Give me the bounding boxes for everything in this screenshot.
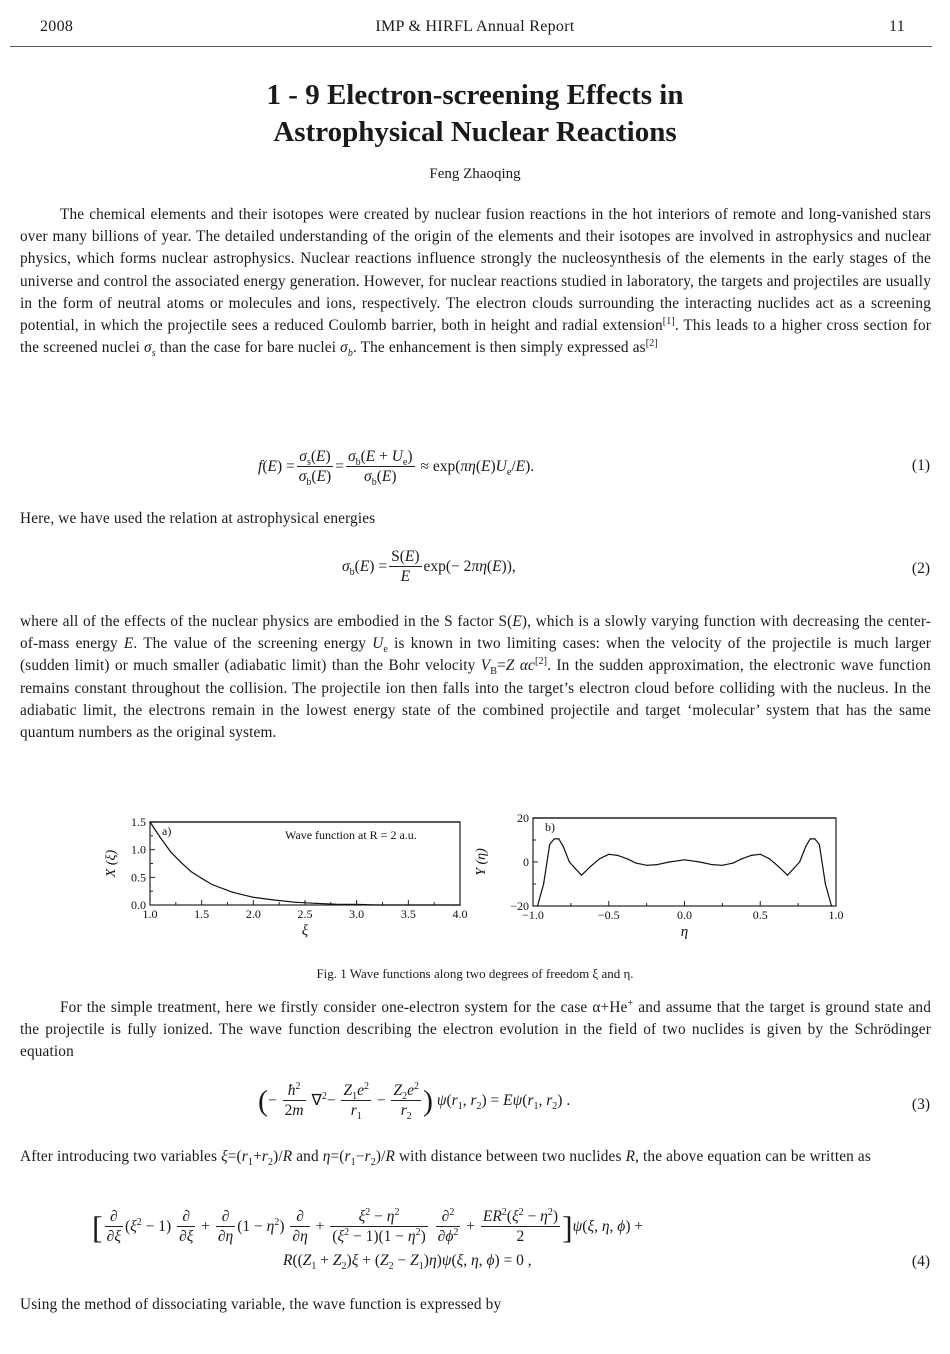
panel-label: a) <box>162 824 172 838</box>
data-point <box>751 855 752 856</box>
header-journal: IMP & HIRFL Annual Report <box>375 18 575 35</box>
data-point <box>831 905 832 906</box>
data-point <box>191 871 192 872</box>
paragraph-variables: After introducing two variables $\xi=(r_1+r_2)/R$ and $\eta=(r_1-r_2)/R$ with distance between two nuclides R, the above equation can be written as <box>20 1148 871 1169</box>
x-tick-label: −1.0 <box>522 908 544 922</box>
data-point <box>558 838 559 839</box>
y-tick-label: 0.0 <box>131 898 146 912</box>
citation-2: [2] <box>645 338 658 350</box>
x-tick-label: 2.5 <box>297 907 313 921</box>
x-axis-label: η <box>680 924 689 940</box>
equation-2-number: (2) <box>911 560 930 577</box>
x-tick-label: 1.0 <box>142 907 158 921</box>
y-tick-label: 1.0 <box>131 842 146 857</box>
paragraph-intro <box>20 204 931 359</box>
data-point <box>669 861 670 862</box>
data-point <box>722 865 723 866</box>
data-point <box>635 863 636 864</box>
equation-3: (− $\frac{ħ^2}{2m}$ ∇$^2$− $\frac{Z_1e^2}{r_1}$ − $\frac{Z_2e^2}{r_2}$ ) $\psi(r_1$, $r_2) = E\psi(r_1$, $r_2$) . <box>258 1080 571 1123</box>
data-point <box>149 821 150 822</box>
citation-2b: [2] <box>534 656 548 668</box>
data-point <box>180 862 181 863</box>
data-point <box>211 884 212 885</box>
data-point <box>356 904 357 905</box>
paragraph-variables-text: After introducing two variables <box>20 1148 222 1165</box>
data-point <box>335 904 336 905</box>
data-point <box>805 846 806 847</box>
data-point <box>569 861 570 862</box>
paragraph-variables-text: with distance between two nuclides <box>395 1148 626 1165</box>
data-point <box>232 892 233 893</box>
data-point <box>294 902 295 903</box>
x-tick-label: 2.0 <box>245 907 261 921</box>
header-year: 2008 <box>40 18 74 35</box>
data-point <box>819 844 820 845</box>
x-tick-label: 1.5 <box>194 907 210 921</box>
header-page-number: 11 <box>888 18 905 35</box>
paragraph-dissociating <box>20 1294 931 1316</box>
paragraph-s-factor-text: where all of the effects of the nuclear physics are embodied in the S factor S( <box>20 613 513 630</box>
x-tick-label: −0.5 <box>597 908 620 922</box>
citation-1: [1] <box>662 315 675 327</box>
x-tick-label: 3.5 <box>400 907 416 921</box>
data-point <box>599 858 600 859</box>
data-point <box>459 904 460 905</box>
y-axis-label: X (ξ) <box>104 849 119 878</box>
data-point <box>626 858 627 859</box>
paragraph-intro-text: . This leads to a higher cross section for the screened nuclei <box>20 317 932 357</box>
data-point <box>377 904 378 905</box>
data-point <box>760 854 761 855</box>
paragraph-intro-text: than the case for bare nuclei <box>155 339 341 357</box>
x-axis-label: ξ <box>301 923 309 939</box>
equation-4-line1: [ $\frac{\partial}{\partial\xi}$ $(\xi^2 - 1)$ $\frac{\partial}{\partial\xi}$ + $\frac{\partial}{\partial\eta}$ $(1 - \eta^2)$ $\frac{\partial}{\partial\eta}$ + $\frac{\xi^2 - \eta^2}{(\xi^2 - 1)(1 - \eta^2)}$ $\frac{\partial^2}{\partial\phi^2}$ + $\frac{ER^2(\xi^2 - \eta^2)}{2}$ ]ψ(ξ, η, ϕ) + <box>92 1206 644 1245</box>
paragraph-intro-text: . The enhancement is then simply expressed as <box>352 339 646 357</box>
paragraph-s-factor-text: . The value of the screening energy <box>133 635 373 653</box>
data-point <box>825 883 826 884</box>
paragraph-simple-treatment-text: For the simple treatment, here we firstly consider one-electron system for the case α+He <box>60 999 628 1016</box>
figure-panel-a <box>95 808 485 948</box>
data-point <box>814 838 815 839</box>
data-point <box>590 866 591 867</box>
x-tick-label: 3.0 <box>349 907 365 921</box>
data-point <box>787 875 788 876</box>
data-point <box>408 904 409 905</box>
symbol-sigma-b: $\sigma_b$ <box>340 339 353 360</box>
data-point <box>657 864 658 865</box>
equation-1: f(E) = $\frac{\sigma_s(E)}{\sigma_b(E)}$ = $\frac{\sigma_b(E + U_e)}{\sigma_b(E)}$ ≈ $\exp(\pi\eta(E)U_e/E)$. <box>258 448 535 489</box>
x-tick-label: 0.5 <box>752 908 768 922</box>
equation-4-line2: $R((Z_1 + Z_2)\xi + (Z_2 - Z_1)\eta)\psi(\xi$, η, ϕ) = 0 , <box>283 1252 532 1273</box>
data-point <box>617 855 618 856</box>
paragraph-s-factor-text: is known in two limiting cases: when the velocity of the projectile is much larger (sudden limit) or much smaller (adiabatic limit) than the Bohr velocity <box>20 635 932 675</box>
x-tick-label: 1.0 <box>828 908 844 922</box>
x-tick-label: 4.0 <box>452 907 468 921</box>
data-point <box>537 905 538 906</box>
paragraph-s-factor-text: ), which is a slowly varying function with decreasing the center-of-mass energy <box>20 613 932 653</box>
article-title-line1: 1 - 9 Electron-screening Effects in <box>266 79 684 111</box>
paragraph-dissociating-text: Using the method of dissociating variable, the wave function is expressed by <box>20 1296 502 1313</box>
equation-1-number: (1) <box>911 457 930 474</box>
paragraph-s-factor-text: . In the sudden approximation, the electronic wave function remains constant throughout the collision. The projectile ion then falls into the target’s electron cloud before colliding with the nucleus. In the adiabatic limit, the electrons remain in the lowest energy state of the combined projectile and target ‘molecular’ system that has the same quantum numbers as the original system. <box>20 657 931 742</box>
data-point <box>575 868 576 869</box>
data-point <box>253 897 254 898</box>
data-point <box>732 863 733 864</box>
paragraph-intro-text: The chemical elements and their isotopes were created by nuclear fusion reactions in the hot interiors of remote and long-vanished stars over many billions of year. The detailed understanding of the origin of the elements and their isotopes are involved in astrophysics and nuclear physics, which forms nuclear astrophysics. Nuclear reactions influence strongly the nucleosynthesis of the elements in the early stages of the universe and control the associated energy generation. However, for nuclear reactions studied in laboratory, the targets and projectiles are usually in the form of neutral atoms or molecules and ions, respectively. The electron clouds surrounding the interacting nuclides act as a screening potential, in which the projectile sees a reduced Coulomb barrier, both in height and radial extension <box>20 206 931 335</box>
panel-label: b) <box>545 820 555 834</box>
header-rule <box>10 46 932 47</box>
x-tick-label: 0.0 <box>677 908 692 922</box>
figure-panel-b <box>470 808 860 948</box>
data-point <box>711 864 712 865</box>
figure-caption: Fig. 1 Wave functions along two degrees of freedom ξ and η. <box>316 966 634 981</box>
data-point <box>201 878 202 879</box>
y-tick-label: 20 <box>517 811 529 825</box>
data-point <box>549 844 550 845</box>
data-point <box>778 866 779 867</box>
data-point <box>741 858 742 859</box>
paragraph-s-factor: where all of the effects of the nuclear physics are embodied in the S factor S(E), which is a slowly varying function with decreasing the center-of-mass energy E. The value of the screening energy $U_e$ is known in two limiting cases: when the velocity of the projectile is much larger (sudden limit) or much smaller (adiabatic limit) than the Bohr velocity $V_B=Z$ αc[2]. In the sudden approximation, the electronic wave function remains constant throughout the collision. The projectile ion then falls into the target’s electron cloud before colliding with the nucleus. In the adiabatic limit, the electrons remain in the lowest energy state of the combined projectile and target ‘molecular’ system that has the same quantum numbers as the original system. <box>20 613 932 742</box>
equation-3-number: (3) <box>911 1096 930 1113</box>
data-point <box>543 883 544 884</box>
paragraph-simple-treatment: For the simple treatment, here we firstly consider one-electron system for the case α+He+ and assume that the target is ground state and the projectile is fully ionized. The wave function describing the electron evolution in the field of two nuclides is given by the Schrödinger equation <box>20 997 931 1061</box>
data-point <box>793 868 794 869</box>
article-title-line2: Astrophysical Nuclear Reactions <box>273 116 677 148</box>
data-point <box>160 837 161 838</box>
data-point <box>554 838 555 839</box>
symbol-sigma-s: $\sigma_s$ <box>144 339 156 360</box>
data-point <box>170 851 171 852</box>
y-tick-label: −20 <box>510 899 529 913</box>
data-point <box>581 875 582 876</box>
paragraph-relation-text: Here, we have used the relation at astrophysical energies <box>20 510 376 527</box>
data-point <box>810 838 811 839</box>
data-point <box>273 899 274 900</box>
equation-2: $\sigma_b(E)$ = $\frac{S(E)}{E}$ exp(− 2πη(E)), <box>342 548 516 585</box>
y-tick-label: 1.5 <box>131 815 146 829</box>
y-tick-label: 0 <box>523 855 529 869</box>
plot-frame <box>533 818 836 906</box>
data-point <box>646 865 647 866</box>
equation-4-number: (4) <box>911 1253 930 1270</box>
data-point <box>684 859 685 860</box>
data-point <box>699 861 700 862</box>
data-point <box>563 846 564 847</box>
paragraph-simple-treatment-text: and assume that the target is ground state and the projectile is fully ionized. The wave function describing the electron evolution in the field of two nuclides is given by the Schrödinger equation <box>20 999 931 1061</box>
y-tick-label: 0.5 <box>131 870 146 885</box>
data-point <box>799 861 800 862</box>
data-point <box>608 854 609 855</box>
chart-annotation: Wave function at R = 2 a.u. <box>285 828 417 842</box>
data-line <box>538 839 832 906</box>
article-author: Feng Zhaoqing <box>429 166 521 182</box>
paragraph-variables-text: , the above equation can be written as <box>635 1148 871 1165</box>
y-axis-label: Y (η) <box>474 848 489 876</box>
data-point <box>315 903 316 904</box>
data-point <box>769 858 770 859</box>
paragraph-relation <box>20 508 931 530</box>
